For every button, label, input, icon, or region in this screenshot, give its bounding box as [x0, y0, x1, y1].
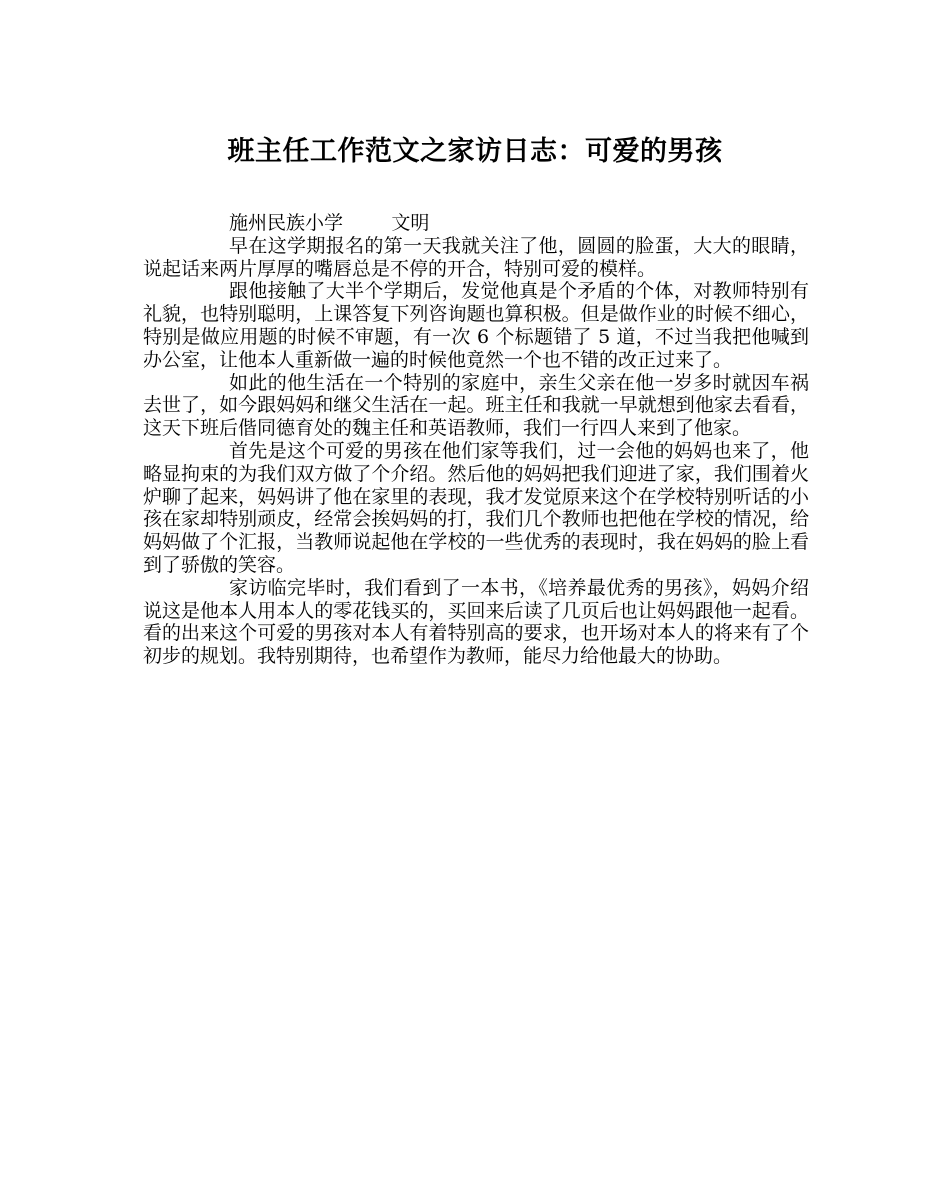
paragraph: 跟他接触了大半个学期后，发觉他真是个矛盾的个体，对教师特别有礼貌，也特别聪明，上课答复下列咨询题也算积极。但是做作业的时候不细心，特别是做应用题的时候不审题，有一次 6 个标题错了 5 道，不过当我把他喊到办公室，让他本人重新做一遍的时候他竟然一个也不错的改正过来了。: [143, 280, 809, 371]
paragraph: 如此的他生活在一个特别的家庭中，亲生父亲在他一岁多时就因车祸去世了，如今跟妈妈和继父生活在一起。班主任和我就一早就想到他家去看看，这天下班后偕同德育处的魏主任和英语教师，我们一行四人来到了他家。: [143, 371, 809, 440]
document-title: 班主任工作范文之家访日志：可爱的男孩: [227, 136, 723, 167]
author-byline: 施州民族小学 文明: [229, 212, 430, 234]
paragraph: 首先是这个可爱的男孩在他们家等我们，过一会他的妈妈也来了，他略显拘束的为我们双方做了个介绍。然后他的妈妈把我们迎进了家，我们围着火炉聊了起来，妈妈讲了他在家里的表现，我才发觉原来这个在学校特别听话的小孩在家却特别顽皮，经常会挨妈妈的打，我们几个教师也把他在学校的情况，给妈妈做了个汇报，当教师说起他在学校的一些优秀的表现时，我在妈妈的脸上看到了骄傲的笑容。: [143, 439, 809, 576]
document-body: [143, 212, 809, 668]
paragraph: 早在这学期报名的第一天我就关注了他，圆圆的脸蛋，大大的眼睛，说起话来两片厚厚的嘴唇总是不停的开合，特别可爱的模样。: [143, 234, 809, 280]
paragraph: 家访临完毕时，我们看到了一本书，《培养最优秀的男孩》，妈妈介绍说这是他本人用本人的零花钱买的，买回来后读了几页后也让妈妈跟他一起看。看的出来这个可爱的男孩对本人有着特别高的要求，也开场对本人的将来有了个初步的规划。我特别期待，也希望作为教师，能尽力给他最大的协助。: [143, 576, 809, 668]
